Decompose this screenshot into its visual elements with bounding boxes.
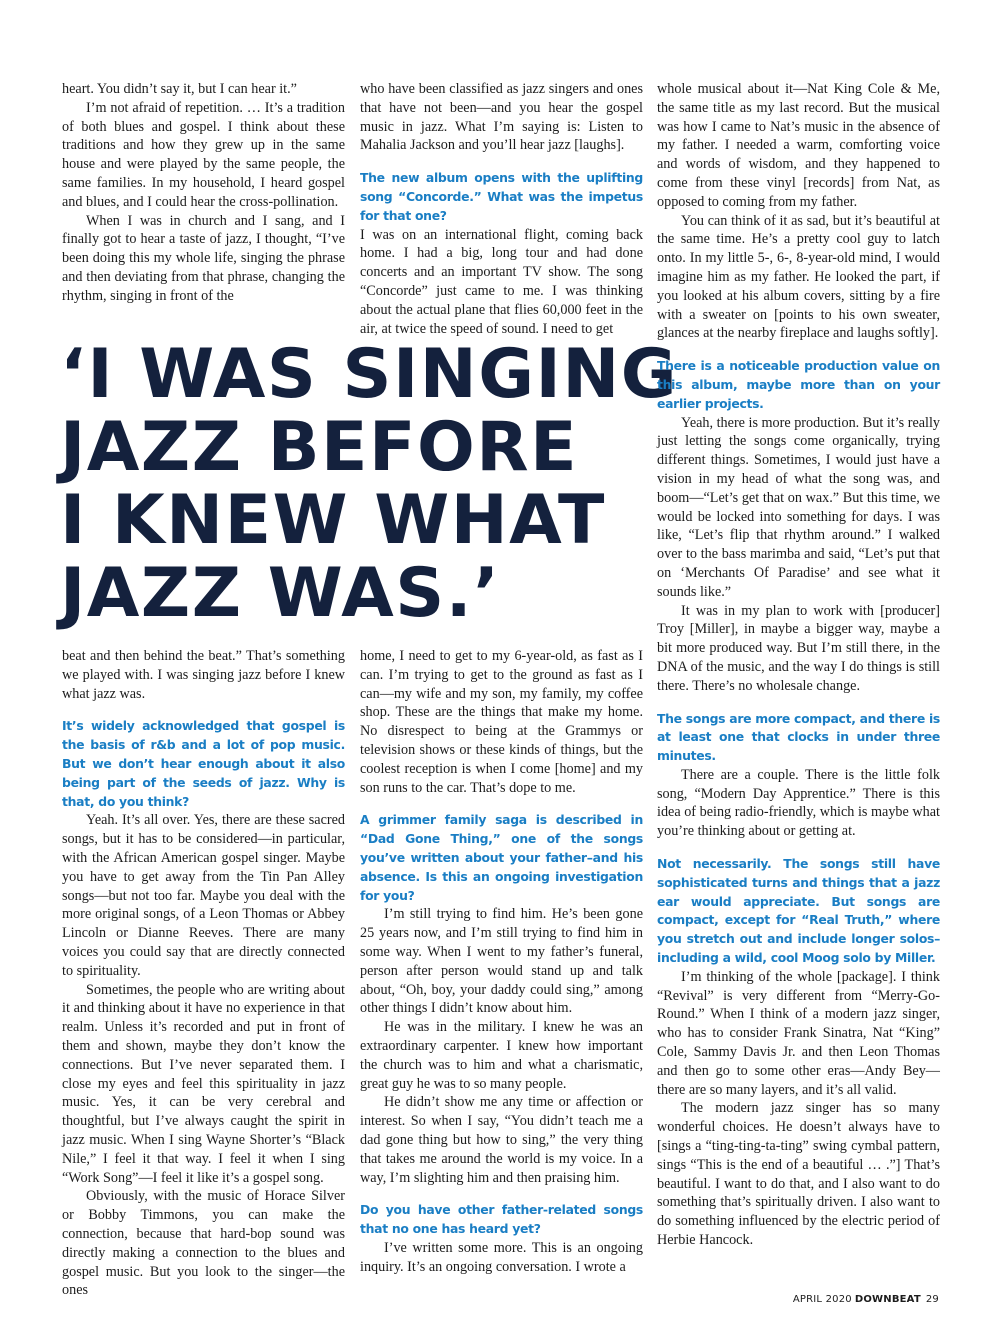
interview-question: The songs are more compact, and there is at least one that clocks in under three minutes. [657,710,940,764]
interview-question: The new album opens with the uplifting song “Concorde.” What was the impetus for that one? [360,170,643,223]
page-footer [793,1294,939,1305]
body-paragraph: Sometimes, the people who are writing about it and thinking about it have no experience in that realm. Unless it’s recorded and put in front of them and shown, maybe they don’t know the connections. But I’ve never separated them. I close my eyes and feel this spirituality in jazz music. Yes, it can be very cerebral and thoughtful, but I’ve always caught the spirit in jazz music. When I sing Wayne Shorter’s “Black Nile,” I feel it that way. I feel it when I sing “Work Song”—I feel it like it’s a gospel song. [62,981,345,1186]
interview-question: Not necessarily. The songs still have sophisticated turns and things that a jazz ear would appreciate. But songs are compact, except for “Real Truth,” where you stretch out and include longer solos–including a wild, cool Moog solo by Miller. [657,856,940,966]
body-paragraph: It was in my plan to work with [producer] Troy [Miller], in maybe a bigger way, maybe a bit more produced way. But I’m still there, in the DNA of the music, and the way I do things is still there. There’s no wholesale change. [657,602,940,694]
page-number: 29 [925,1294,939,1305]
pull-quote-line: I KNEW WHAT [60,481,606,560]
body-paragraph: home, I need to get to my 6-year-old, as fast as I can. I’m trying to get to the ground as fast as I can—my wife and my son, my family, my coffee shop. These are the things that make my home. No disrespect to being at the Grammys or television shows or these kinds of things, but the coolest reception is when I come [home] and my son runs to the car. That’s dope to me. [360,648,643,796]
body-paragraph: whole musical about it—Nat King Cole & Me, the same title as my last record. But the musical was how I came to Nat’s music in the absence of my father. I needed a warm, comforting voice and words of wisdom, and they happened to come from these vinyl [records] from Nat, as opposed to coming from my father. [657,81,940,210]
body-paragraph: There are a couple. There is the little folk song, “Modern Day Apprentice.” There is this idea of being radio-friendly, which is maybe what you’re thinking about or getting at. [657,766,940,840]
issue-date: APRIL 2020 [792,1294,852,1305]
magazine-name: DOWNBEAT [854,1294,921,1305]
interview-question: There is a noticeable production value on this album, maybe more than on your earlier projects. [657,358,940,411]
column-2-top [360,80,643,338]
body-paragraph: who have been classified as jazz singers and ones that have not been—and you hear the gospel music in jazz. What I’m saying is: Listen to Mahalia Jackson and you’ll hear jazz [laughs]. [360,81,643,154]
body-paragraph: I’m thinking of the whole [package]. I think “Revival” is very different from “Merry-Go-Round.” When I think of a modern jazz singer, who has to consider Frank Sinatra, Nat “King” Cole, Sammy Davis Jr. and then Leon Thomas and then go to some other eras—Andy Bey—there are so many layers, and it’s all valid. [657,968,940,1098]
body-paragraph: Yeah. It’s all over. Yes, there are these sacred songs, but it has to be considered—in particular, with the African American gospel singer. Maybe you have to get away from the Tin Pan Alley songs—but not too far. Maybe you deal with the more original songs, of a Leon Thomas or Abbey Lincoln or Dianne Reeves. There are many voices you could say that are directly connected to spirituality. [62,812,345,979]
interview-question: A grimmer family saga is described in “Dad Gone Thing,” one of the songs you’ve written about your father–and his absence. Is this an ongoing investigation for you? [360,812,643,903]
column-1-bottom [62,647,345,1300]
pull-quote-line: ‘I WAS SINGING [60,335,679,414]
column-2-bottom [360,647,643,1277]
body-paragraph: I’m not afraid of repetition. … It’s a tradition of both blues and gospel. I think about these traditions and how they grew up in the same house and were played by the same people, the same families. In my household, I heard gospel and blues, and I could hear the cross-pollination. [62,99,345,210]
body-paragraph: I’m still trying to find him. He’s been gone 25 years now, and I’m still trying to find him in some way. When I went to my father’s funeral, person after person would stand up and talk about, “Oh, boy, your daddy could sing,” among other things I didn’t know about him. [360,906,643,1017]
pull-quote [60,335,679,633]
body-paragraph: You can think of it as sad, but it’s beautiful at the same time. He’s a pretty cool guy to latch onto. In my little 5-, 6-, 8-year-old mind, I would imagine him as my father. He looked the part, if you looked at his album covers, sitting by a fire with a sweater on [points to his own sweater, glances at the nearby fireplace and laughs softly]. [657,212,940,342]
body-paragraph: Obviously, with the music of Horace Silver or Bobby Timmons, you can make the connection, because that hard-bop sound was directly making a connection to the blues and gospel music. But you look to the singer—the ones [62,1188,345,1299]
body-paragraph: The modern jazz singer has so many wonderful choices. He doesn’t always have to [sings a “ting-ting-ta-ting” swing cymbal pattern, sings “This is the end of a beautiful … .”] That’s beautiful. I want to do that, and I also want to do something that’s spiritually driven. I also want to do something influenced by the electric period of Herbie Hancock. [657,1100,940,1249]
interview-question: Do you have other father-related songs that no one has heard yet? [360,1202,643,1237]
column-3 [657,80,940,1250]
interview-question: It’s widely acknowledged that gospel is the basis of r&b and a lot of pop music. But we don’t hear enough about it also being part of the seeds of jazz. Why is that, do you think? [62,718,345,809]
body-paragraph: When I was in church and I sang, and I finally got to hear a taste of jazz, I thought, “I’ve been doing this my whole life, singing the phrase and then deviating from that phrase, changing the rhythm, singing in front of the [62,212,345,304]
body-paragraph: beat and then behind the beat.” That’s something we played with. I was singing jazz before I knew what jazz was. [62,648,345,702]
pull-quote-line: JAZZ BEFORE [60,408,579,487]
body-paragraph: heart. You didn’t say it, but I can hear it.” [62,81,297,97]
body-paragraph: He was in the military. I knew he was an extraordinary carpenter. I knew how important the church was to him and what a charismatic, great guy he was to so many people. [360,1019,643,1092]
body-paragraph: I was on an international flight, coming back home. I had a big, long tour and had done concerts and an important TV show. The song “Concorde” just came to me. I was thinking about the actual plane that flies 60,000 feet in the air, at twice the speed of sound. I need to get [360,226,643,337]
body-paragraph: Yeah, there is more production. But it’s really just letting the songs come organically, trying different things. Sometimes, I would just have a vision in my head of what the song was, and boom—“Let’s get that on wax.” But this time, we would be locked into something for days. I was like, “Let’s flip that rhythm around.” I walked over to the bass marimba and said, “Let’s put that on ‘Merchants Of Paradise’ and see what it sounds like.” [657,414,941,600]
column-1-top [62,80,345,306]
body-paragraph: I’ve written some more. This is an ongoing inquiry. It’s an ongoing conversation. I wrote a [360,1239,643,1275]
body-paragraph: He didn’t show me any time or affection or interest. So when I say, “You didn’t teach me a dad gone thing but how to sing,” the very thing that takes me around the world is my voice. In a way, I’m slighting him and then praising him. [360,1094,643,1186]
pull-quote-line: JAZZ WAS.’ [60,554,501,633]
